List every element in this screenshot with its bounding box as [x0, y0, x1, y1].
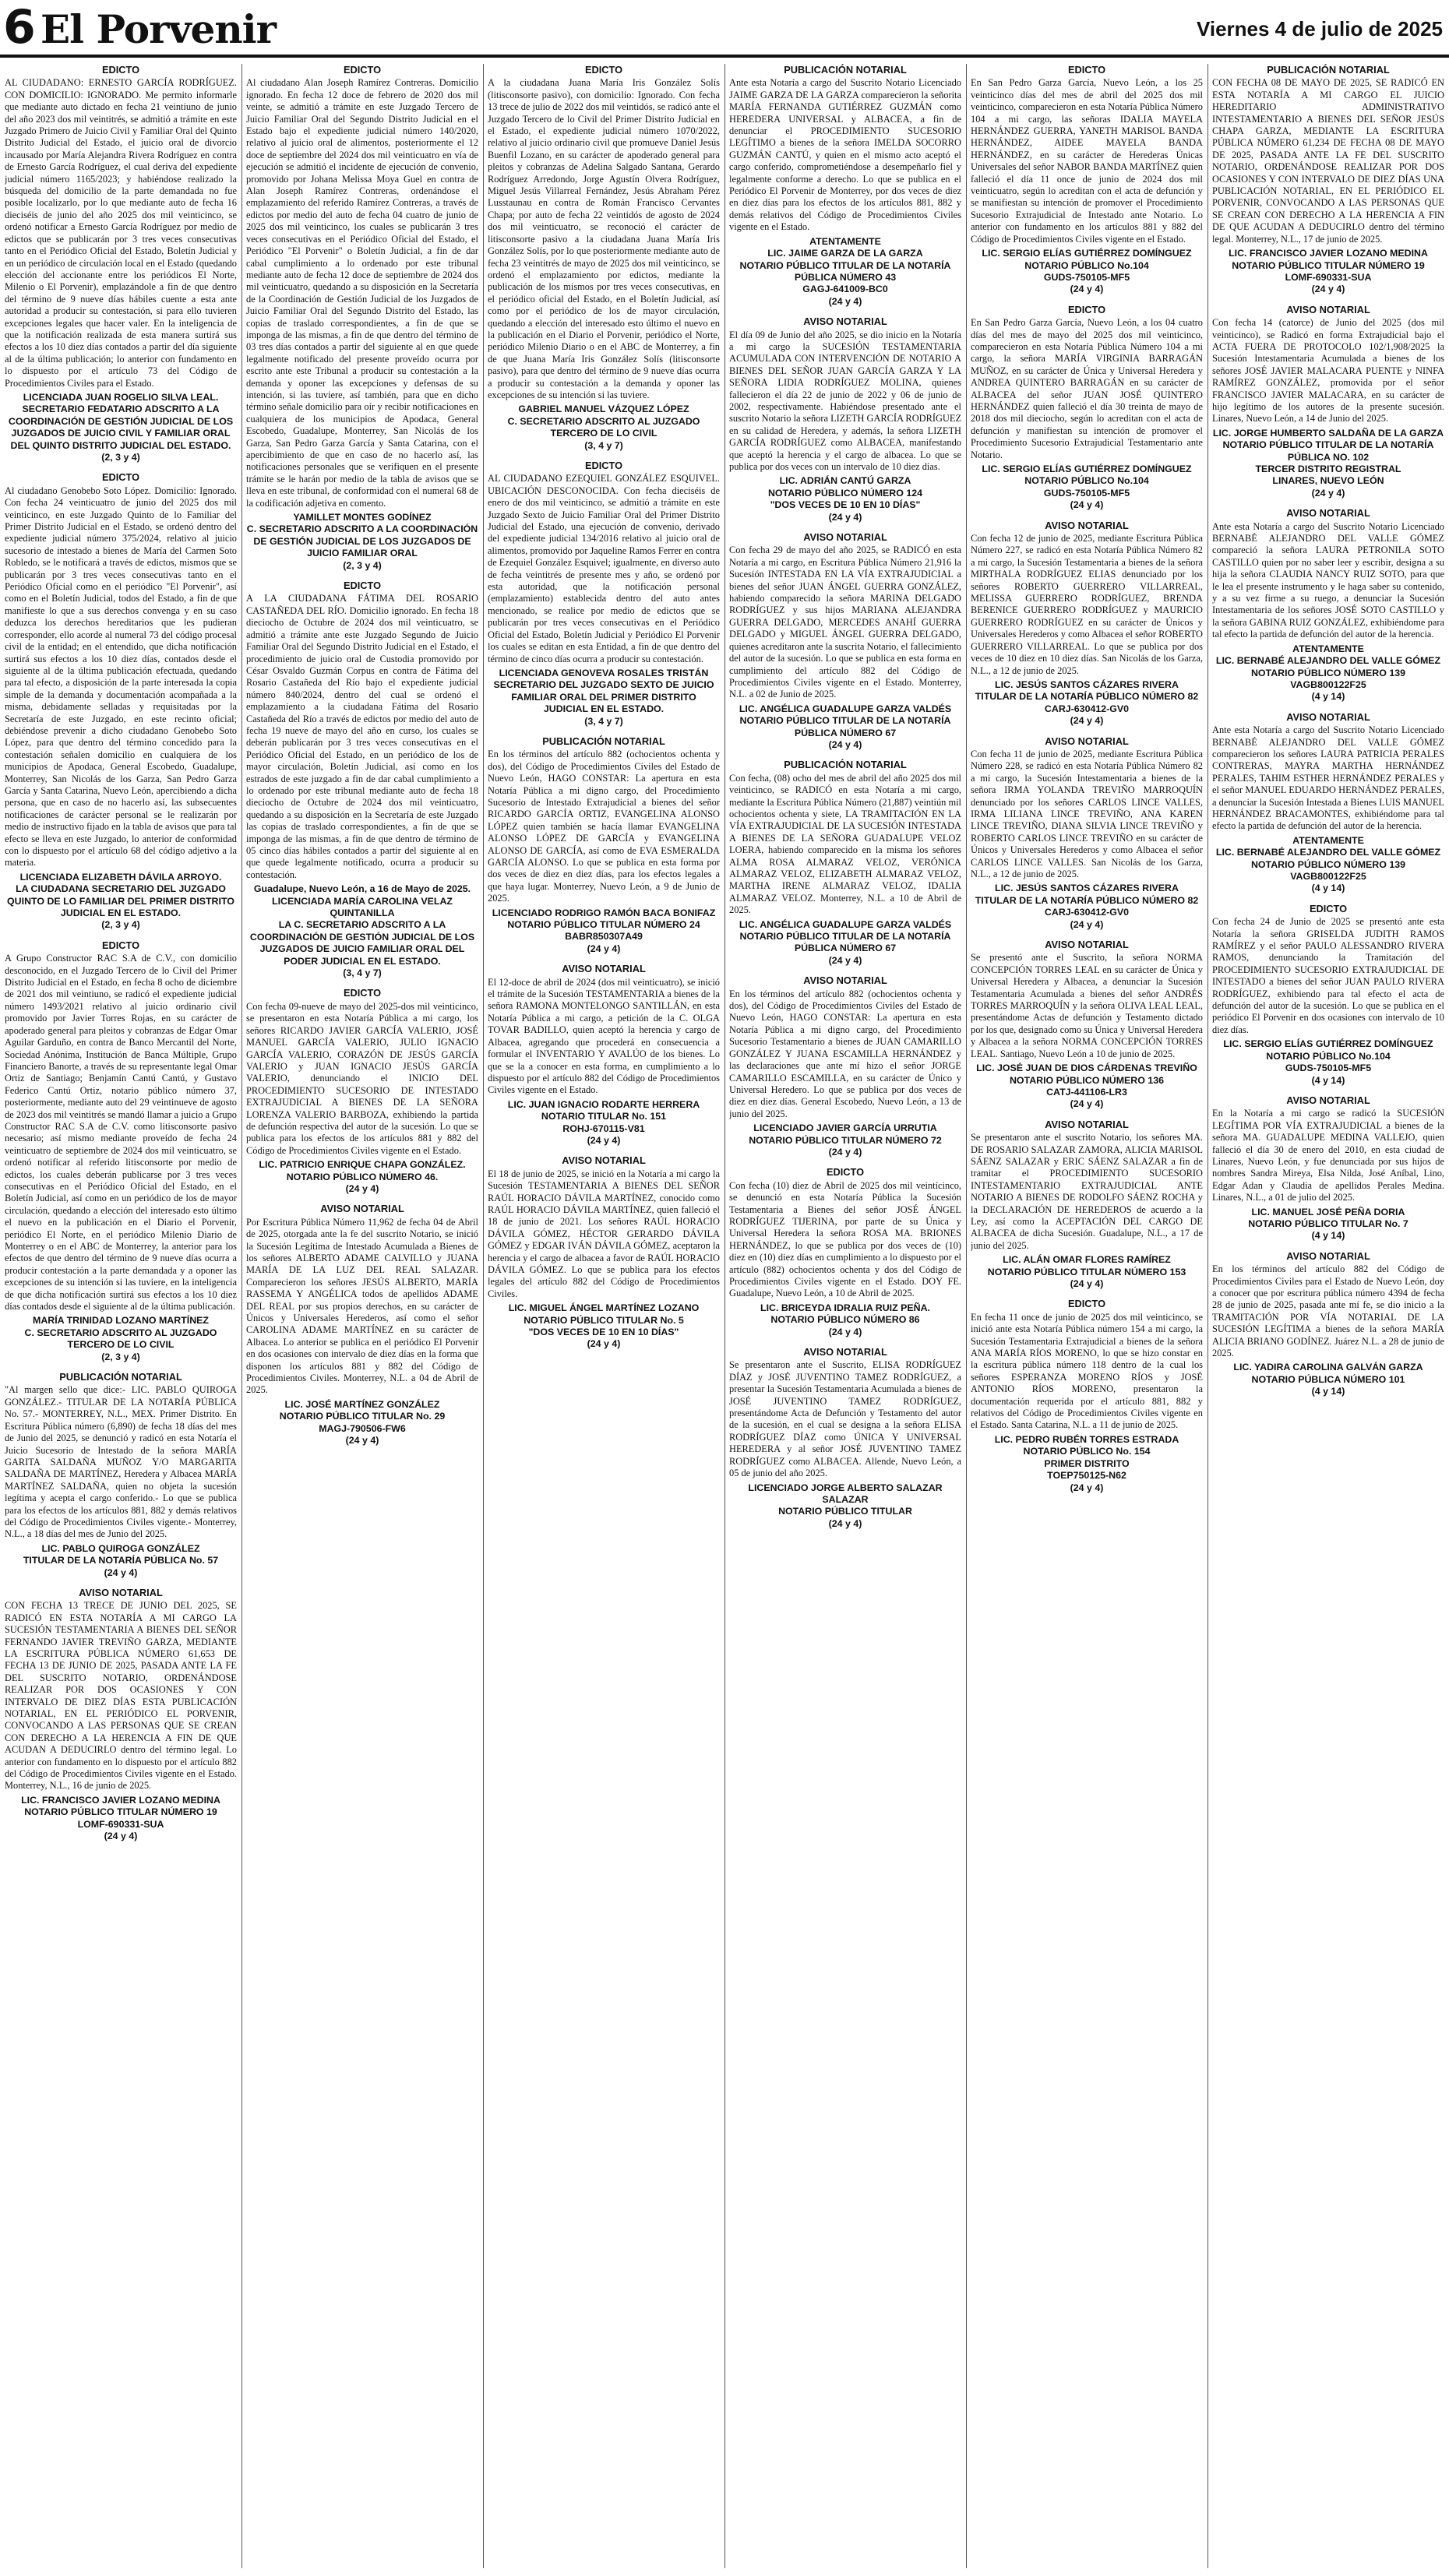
notice-title: AVISO NOTARIAL [1286, 710, 1370, 723]
legal-notice [729, 974, 961, 1158]
column-divider [966, 64, 967, 2568]
notice-body: Con fecha 12 de junio de 2025, mediante Escritura Pública Número 227, se radicó en esta Notaría Pública Número 82 a mi cargo, la Sucesión Testamentaria a bienes de la señora MIRTHALA RODRÍGUEZ ELIAS denunciado por los señores ROBERTO GUERRERO VILLARREAL, MELISSA GUERRERO RODRÍGUEZ, BRENDA BERENICE GUERRERO RODRÍGUEZ y MAURICIO GUERRERO RODRÍGUEZ en su carácter de Únicos y Universales Herederos y como Albacea el señor ROBERTO GUERRERO VILLARREAL. Lo que se publica por dos veces de 10 diez en 10 diez días. San Nicolás de los Garza, N.L., a 12 de junio de 2025. [971, 533, 1203, 676]
notice-body: Con fecha, (08) ocho del mes de abril del año 2025 dos mil veinticinco, se RADICÓ en esta Notaría a mi cargo, mediante la Escritura Pública Número (21,887) veintiún mil ochocientos ochenta y siete, LA TRAMITACIÓN EN LA VÍA EXTRAJUDICIAL DE LA SUCESIÓN INTESTADA A BIENES DE LA SEÑORA GUADALUPE VELOZ LOERA, habiendo comparecido en la misma los señores ALMA ROSA ALMARAZ VELOZ, VERÓNICA ALMARAZ VELOZ, ELIZABETH ALMARAZ VELOZ, MARTHA IRENE ALMARAZ VELOZ, IDALIA ALMARAZ VELOZ. Monterrey, N.L. a 10 de Abril de 2025. [729, 772, 961, 916]
notice-body: En fecha 11 once de junio de 2025 dos mil veinticinco, se inició ante esta Notaría Pública número 154 a mi cargo, la Sucesión Testamentaria Extrajudicial a bienes de la señora ANA MARÍA RÍOS MORENO, lo que se hizo constar en la escritura pública número 118 dentro de la cual los señores ESPERANZA MORENO RÍOS y JOSÉ ANTONIO RÍOS MORENO, presentaron la documentación requerida por el artículo 881, 882 y relativos del Código de Procedimientos Civiles vigente en el Estado. Santa Catarina, N.L. a 11 de junio de 2025. [971, 1311, 1203, 1431]
column-divider [483, 64, 484, 2568]
notice-body: CON FECHA 08 DE MAYO DE 2025, SE RADICÓ EN ESTA NOTARÍA A MI CARGO EL JUICIO HEREDITARIO ADMINISTRATIVO INTESTAMENTARIO A BIENES DEL SEÑOR JESÚS CHAPA GARZA, MEDIANTE LA ESCRITURA PÚBLICA NÚMERO 61,234 DE FECHA 08 DE MAYO DE 2025, PASADA ANTE LA FE DEL SUSCRITO NOTARIO, ORDENÁNDOSE REALIZAR POR DOS OCASIONES Y CON INTERVALO DE DIEZ DÍAS UNA PUBLICACIÓN NOTARIAL, EN EL PERIÓDICO EL PORVENIR, CONVOCANDO A LAS PERSONAS QUE SE CREAN CON DERECHO A LA HERENCIA A FIN DE QUE ACUDAN A DEDUCIRLO dentro del término legal. Monterrey, N.L., 17 de junio de 2025. [1212, 77, 1444, 245]
notice-body: Con fecha 11 de junio de 2025, mediante Escritura Pública Número 228, se radicó en esta Notaría Pública Número 82 a mi cargo, la Sucesión Intestamentaria a bienes de la señora IRMA YOLANDA TREVIÑO MARROQUÍN denunciado por los señores CARLOS LINCE VALLES, IRMA LILIANA LINCE TREVIÑO, ANA KAREN LINCE TREVIÑO, DIANA SILVIA LINCE TREVIÑO y ROBERTO CARLOS LINCE TREVIÑO en su carácter de Únicos y Universales Herederos y como Albacea el señor CARLOS LINCE VALLES. San Nicolás de los Garza, N.L., a 12 de junio de 2025. [971, 748, 1203, 879]
notice-signature: LIC. JORGE HUMBERTO SALDAÑA DE LA GARZA NOTARIO PÚBLICO TITULAR DE LA NOTARÍA PÚBLICA NO. 102 TERCER DISTRITO REGISTRAL LINARES, NUEVO LEÓN (24 y 4) [1212, 427, 1444, 499]
notice-body: AL CIUDADANO: ERNESTO GARCÍA RODRÍGUEZ. CON DOMICILIO: IGNORADO. Me permito informarle que mediante auto dictado en fecha 21 veintiuno de junio del año 2023 dos mil veintitrés, se admitió a trámite en este Juzgado Primero de Juicio Civil y Familiar Oral del Quinto Distrito Judicial del Estado, el juicio oral de divorcio incausado por María Alejandra Rivera Rodríguez en contra de Ernesto García Rodríguez, el cual deriva del expediente judicial número 1165/2023; y habiéndose realizado la búsqueda del domicilio de la parte demandada no fue posible localizarlo, por lo que mediante auto de fecha 16 dieciséis de junio del año 2025 dos mil veinticinco, se ordenó notificar a Ernesto García Rodríguez por medio de edictos que se publicarán por 3 tres veces consecutivas tanto en el Periódico Oficial del Estado, Boletín Judicial y en un periódico de circulación local en el Estado (quedando elección del accionante entre los periódicos El Norte, Milenio o El Porvenir), emplazándole a fin de que dentro del término de 9 nueve días hábiles cuente a esta ante autoridad a producir su contestación, si para ello tuvieren excepciones legales que hacer valer. En la inteligencia de que la notificación realizada de esta manera surtirá sus efectos a los 10 diez días contados a partir del día siguiente al de la última publicación; lo anterior con fundamento en lo dispuesto por el artículo 73 del Código de Procedimientos Civiles para el Estado. [5, 77, 237, 389]
notice-title: EDICTO [101, 64, 140, 76]
notice-title: EDICTO [1309, 902, 1348, 914]
masthead [0, 0, 1449, 58]
column-2 [246, 64, 478, 2568]
issue-date: Viernes 4 de julio de 2025 [1196, 17, 1443, 41]
notice-signature: ATENTAMENTE LIC. JAIME GARZA DE LA GARZA NOTARIO PÚBLICO TITULAR DE LA NOTARÍA PÚBLICA NÚMERO 43 GAGJ-641009-BC0 (24 y 4) [739, 235, 951, 307]
notice-title: AVISO NOTARIAL [803, 315, 887, 328]
notice-signature: LIC. BRICEYDA IDRALIA RUIZ PEÑA. NOTARIO PÚBLICO NÚMERO 86 (24 y 4) [760, 1302, 930, 1337]
legal-notice [1212, 1250, 1444, 1398]
notice-title: EDICTO [343, 64, 382, 76]
notice-signature: LIC. FRANCISCO JAVIER LOZANO MEDINA NOTARIO PÚBLICO TITULAR NÚMERO 19 LOMF-690331-SUA (24 y 4) [1229, 248, 1428, 295]
notice-title: EDICTO [343, 580, 382, 592]
notice-signature: LIC. PEDRO RUBÉN TORRES ESTRADA NOTARIO PÚBLICO No. 154 PRIMER DISTRITO TOEP750125-N62 (24 y 4) [994, 1433, 1179, 1493]
legal-notice [729, 1166, 961, 1338]
notice-signature: LIC. PATRICIO ENRIQUE CHAPA GONZÁLEZ. NOTARIO PÚBLICO NÚMERO 46. (24 y 4) [259, 1159, 466, 1194]
notice-title: AVISO NOTARIAL [803, 531, 887, 544]
legal-notice [488, 1154, 720, 1351]
notice-title: AVISO NOTARIAL [1286, 303, 1370, 315]
notice-signature: LIC. ADRIÁN CANTÚ GARZA NOTARIO PÚBLICO NÚMERO 124 "DOS VECES DE 10 EN 10 DÍAS" (24 y 4) [767, 475, 923, 523]
notice-title: EDICTO [1067, 1298, 1106, 1310]
legal-notice [971, 939, 1203, 1111]
column-6 [1212, 64, 1444, 2568]
legal-notice [729, 1346, 961, 1530]
notice-title: AVISO NOTARIAL [320, 1203, 404, 1215]
notice-title: AVISO NOTARIAL [79, 1586, 163, 1598]
notice-title: EDICTO [1067, 64, 1106, 76]
notice-body: A LA CIUDADANA FÁTIMA DEL ROSARIO CASTAÑEDA DEL RÍO. Domicilio ignorado. En fecha 18 dieciocho de Octubre de 2024 dos mil veinticuatro, se admitió a trámite ante este Juzgado Segundo de Juicio Familiar Oral del Segundo Distrito Judicial en el Estado, el procedimiento de juicio oral de Custodia promovido por César Osvaldo Guzmán Corpus en contra de Fátima del Rosario Castañeda del Río bajo el expediente judicial número 840/2024, dentro del cual se ordenó el emplazamiento a la ciudadana Fátima del Rosario Castañeda del Río a través de edictos por medio del auto de fecha 19 nueve de mayo del año en curso, los cuales se deberán publicarán por 3 tres veces consecutivas en el Periódico Oficial del Estado, en un periódico de los de mayor circulación, Boletín Judicial, así como en los estrados de este juzgado a fin de dar cabal cumplimiento a lo ordenado por este tribunal mediante auto de fecha 18 dieciocho de Octubre de 2024 dos mil veinticuatro, quedando a su disposición en la Secretaría de este Juzgado las copias de traslado correspondientes, a fin de que se imponga de las mismas, a fin de que dentro de término de 05 cinco días hábiles contados a partir del siguiente al en que quede legalmente notificado, ocurra a producir su contestación. [246, 593, 478, 880]
notice-body: "Al margen sello que dice:- LIC. PABLO QUIROGA GONZÁLEZ.- TITULAR DE LA NOTARÍA PÚBLICA No. 57.- MONTERREY, N.L., MEX. Primer Distrito. En Escritura Pública número (6,890) de fecha 18 días del mes de Junio del 2025, se denunció y radicó en esta Notaría el Juicio Sucesorio de Intestado de la señora MARÍA GARITA SALDAÑA MUÑOZ Y/O MARGARITA SALDAÑA DE MARTÍNEZ, Heredera y Albacea MARÍA MARTÍNEZ SALDAÑA, quien no objeta la sucesión legítima y acepta el cargo conferido.- Lo que se publica para los efectos de los artículos 881, 882 y demás relativos del Código de Procedimientos Civiles vigente.- Monterrey, N.L., a 18 días del mes de Junio del 2025. [5, 1384, 237, 1540]
notice-body: En San Pedro Garza García, Nuevo León, a los 25 veinticinco días del mes de abril del 2025 dos mil veinticinco, comparecieron en esta Notaría Pública Número 104 a mi cargo, las señoras IDALIA MAYELA HERNÁNDEZ GUERRA, YANETH MARISOL BANDA HERNÁNDEZ, AIDEE MAYELA BANDA HERNÁNDEZ, en su carácter de Herederas Únicas Universales del señor NABOR BANDA MARTÍNEZ quien falleció el día 11 once de junio de 2024 dos mil veinticuatro, según lo acreditan con el acta de defunción y se manifiestan su intención de promover el Procedimiento Sucesorio Extrajudicial de Intestado ante Notario. Lo anterior con fundamento en los artículos 881 y 882 del Código de Procedimientos Civiles vigente en el Estado. [971, 77, 1203, 245]
notice-body: Al ciudadano Alan Joseph Ramírez Contreras. Domicilio ignorado. En fecha 12 doce de febrero de 2020 dos mil veinte, se admitió a trámite en este Juzgado Tercero de Juicio Familiar Oral del Segundo Distrito Judicial en el Estado bajo el expediente judicial número 140/2020, relativo al juicio oral de alimentos, posteriormente el 12 doce de septiembre del 2024 dos mil veinticuatro en vía de ejecución se admitió el incidente de ejecución de convenio, promovido por Johana Melissa Moya Guel en contra de Alan Joseph Ramírez Contreras, ordenándose el emplazamiento del referido Ramírez Contreras, a través de edictos por medio del auto de fecha 04 cuatro de junio de 2025 dos mil veinticinco, los cuales se publicarán 3 tres veces consecutivas en el Periódico Oficial del Estado, el Periódico "El Porvenir" o Boletín Judicial, a fin de dar cabal cumplimiento a lo ordenado por este tribunal mediante auto de fecha 12 doce de septiembre de 2024 dos mil veinticuatro, quedando a su disposición en la Secretaría de la Coordinación de Gestión Judicial de los Juzgados de Juicio Familiar Oral del Segundo Distrito del Estado, las copias de traslado correspondientes, a fin de que se imponga de las mismas, a fin de que dentro del término de 03 tres días contados a partir del siguiente al en que quede legalmente notificado del presente proveído ocurra por escrito ante este Tribunal a producir su contestación a la demanda y oponer las excepciones y defensas de su intención, si las tuviere, así también, para que en dicho término señale domicilio para oír y recibir notificaciones en cualquiera de los municipios de Apodaca, General Escobedo, Guadalupe, Monterrey, San Nicolás de los Garza, San Pedro Garza García y Santa Catarina, con el apercibimiento de que en caso de no hacerlo así, las notificaciones personales que se verifiquen en el presente trámite se le harán por medio de la tabla de avisos que se lleva en este tribunal, de conformidad con el numeral 68 de la codificación adjetiva en comento. [246, 77, 478, 509]
legal-notice [246, 64, 478, 572]
legal-notice [1212, 304, 1444, 500]
notice-body: Ante esta Notaría a cargo del Suscrito Notario Licenciado BERNABÉ ALEJANDRO DEL VALLE GÓMEZ compareció la señora LAURA PETRONILA SOTO CASTILLO quien por no saber leer y escribir, designa a su hija la señora CLAUDIA NANCY RUIZ SOTO, para que le lea el presente instrumento y le haga saber su contenido, y a su vez firme a su ruego, a denunciar la Sucesión Intestamentaria de los señores JOSÉ SOTO CASTILLO y la señora GABINA RUIZ GONZÁLEZ, exhibiéndome para tal efecto la partida de defunción del autor de la herencia. [1212, 520, 1444, 640]
legal-notice [5, 471, 237, 931]
notice-title: EDICTO [584, 64, 623, 76]
notice-body: En San Pedro Garza García, Nuevo León, a los 04 cuatro días del mes de mayo del 2025 dos mil veinticinco, comparecieron en esta Notaría Pública Número 104 a mi cargo, la señora MARÍA VIRGINIA BARRAGÁN MUÑOZ, en su carácter de Única y Universal Heredera y ANDREA QUINTERO BARRAGÁN en su carácter de ALBACEA del señor JUAN JOSÉ QUINTERO HERNÁNDEZ quien falleció el día 30 treinta de mayo de 2018 dos mil dieciocho, según lo acreditan con el acta de defunción y manifiestan su intención de promover el Procedimiento Sucesorio Extrajudicial Testamentario ante Notario. [971, 317, 1203, 460]
legal-notice [971, 735, 1203, 932]
legal-notice [5, 1371, 237, 1579]
column-5 [971, 64, 1203, 2568]
notice-body: El día 09 de Junio del año 2025, se dio inicio en la Notaría a mi cargo la SUCESIÓN TESTAMENTARIA ACUMULADA CON INTERVENCIÓN DE NOTARIO A BIENES DEL SEÑOR JUAN GARCÍA GARZA Y LA SEÑORA LIDIA RODRÍGUEZ MOLINA, quienes fallecieron el día 22 de junio de 2022 y 06 de junio de 2002, respectivamente. Habiéndose presentado ante el suscrito Notario la señora LIZETH GARCÍA RODRÍGUEZ en su calidad de Heredera, y además, la señora LIZETH GARCÍA RODRÍGUEZ como ALBACEA, manifestando que aceptó la herencia y el cargo de albacea. Lo que se publica por dos veces con un intervalo de 10 diez días. [729, 329, 961, 472]
notice-signature: LIC. ALÁN OMAR FLORES RAMÍREZ NOTARIO PÚBLICO TITULAR NÚMERO 153 (24 y 4) [987, 1254, 1186, 1289]
notice-body: Se presentó ante el Suscrito, la señora NORMA CONCEPCIÓN TORRES LEAL en su carácter de Única y Universal Heredera y Albacea, a denunciar la Sucesión Testamentaria Acumulada a bienes del señor ANDRÉS TORRES MARROQUÍN y la señora OLIVA LEAL LEAL, presentándome Actas de defunción y Testamento dictado por los que, designado como su Única y Universal Heredera y Albacea a la señora NORMA CONCEPCIÓN TORRES LEAL. Santiago, Nuevo León a 10 de junio de 2025. [971, 952, 1203, 1059]
legal-notice [488, 64, 720, 452]
notice-title: AVISO NOTARIAL [1045, 1118, 1129, 1130]
column-divider [724, 64, 725, 2568]
notice-body: El 12-doce de abril de 2024 (dos mil veinticuatro), se inició el trámite de la Sucesión TESTAMENTARIA a bienes de la señora RAMONA MONTELONGO SANTILLÁN, en esta Notaría Pública a mi cargo, a petición de la C. OLGA TOVAR BADILLO, quien aceptó la herencia y cargo de Albacea, agregando que procederá en consecuencia a formular el INVENTARIO Y AVALÚO de los bienes. Lo que se la a conocer en esta forma, en cumplimiento a lo dispuesto por el artículo 882 del Código de Procedimientos Civiles vigente en el Estado. [488, 976, 720, 1096]
notice-title: AVISO NOTARIAL [1045, 939, 1129, 951]
notice-signature: YAMILLET MONTES GODÍNEZ C. SECRETARIO ADSCRITO A LA COORDINACIÓN DE GESTIÓN JUDICIAL DE LOS JUZGADOS DE JUICIO FAMILIAR ORAL (2, 3 y 4) [246, 512, 478, 571]
notice-signature: LICENCIADO JAVIER GARCÍA URRUTIA NOTARIO PÚBLICO TITULAR NÚMERO 72 (24 y 4) [749, 1122, 942, 1158]
legal-notice [488, 963, 720, 1147]
notice-signature: LIC. YADIRA CAROLINA GALVÁN GARZA NOTARIO PÚBLICA NÚMERO 101 (4 y 14) [1233, 1362, 1423, 1397]
notice-title: AVISO NOTARIAL [562, 963, 646, 975]
column-3 [488, 64, 720, 2568]
notice-title: AVISO NOTARIAL [803, 974, 887, 987]
notice-signature: LIC. PABLO QUIROGA GONZÁLEZ TITULAR DE LA NOTARÍA PÚBLICA No. 57 (24 y 4) [23, 1542, 219, 1578]
notice-signature: LIC. ANGÉLICA GUADALUPE GARZA VALDÉS NOTARIO PÚBLICO TITULAR DE LA NOTARÍA PÚBLICA NÚMERO 67 (24 y 4) [739, 703, 952, 750]
notice-signature: LIC. JESÚS SANTOS CÁZARES RIVERA TITULAR DE LA NOTARÍA PÚBLICO NÚMERO 82 CARJ-630412-GV0 (24 y 4) [975, 678, 1199, 727]
newspaper-logo: El Porvenir [41, 6, 277, 52]
notice-title: EDICTO [1067, 303, 1106, 315]
notice-body: Ante esta Notaría a cargo del Suscrito Notario Licenciado BERNABÉ ALEJANDRO DEL VALLE GÓMEZ comparecieron los señores LAURA PATRICIA PERALES CONTRERAS, MAYRA MARTHA HERNÁNDEZ PERALES, TAHIM ESTHER HERNÁNDEZ PERALES y el señor MANUEL EDUARDO HERNÁNDEZ PERALES, a denunciar la Sucesión Intestada a Bienes LUIS MANUEL HERNÁNDEZ BRACAMONTES, exhibiéndome para tal efecto la partida de defunción del autor de la herencia. [1212, 724, 1444, 832]
page-number: 6 [3, 0, 36, 55]
notice-signature: LICENCIADA GENOVEVA ROSALES TRISTÁN SECRETARIO DEL JUZGADO SEXTO DE JUICIO FAMILIAR ORAL DEL PRIMER DISTRITO JUDICIAL EN EL ESTADO. (3, 4 y 7) [493, 667, 714, 727]
notice-signature: LICENCIADA JUAN ROGELIO SILVA LEAL. SECRETARIO FEDATARIO ADSCRITO A LA COORDINACIÓN DE GESTIÓN JUDICIAL DE LOS JUZGADOS DE JUICIO CIVIL Y FAMILIAR ORAL DEL QUINTO DISTRITO JUDICIAL DEL ESTADO. (2, 3 y 4) [8, 391, 234, 463]
legal-notice [1212, 711, 1444, 895]
column-4 [729, 64, 961, 2568]
notice-body: En la Notaría a mi cargo se radicó la SUCESIÓN LEGÍTIMA POR VÍA EXTRAJUDICIAL a bienes de la señora MA. GUADALUPE MEDINA VALLEJO, quien falleció el día 30 de enero del 2010, en esta ciudad de Linares, Nuevo León, y fue denunciada por sus hijos de nombres Sandra Mireya, Elsa Nilda, José Aníbal, Lino, Edgar Adan y Claudia de apellidos Perales Medina. Linares, N.L., a 01 de julio del 2025. [1212, 1108, 1444, 1203]
notice-signature: LICENCIADO JORGE ALBERTO SALAZAR SALAZAR NOTARIO PÚBLICO TITULAR (24 y 4) [748, 1482, 943, 1529]
legal-notice [971, 64, 1203, 296]
legal-notice [971, 520, 1203, 728]
notice-signature: Guadalupe, Nuevo León, a 16 de Mayo de 2025. LICENCIADA MARÍA CAROLINA VELAZ QUINTANILLA LA C. SECRETARIO ADSCRITO A LA COORDINACIÓN DE GESTIÓN JUDICIAL DE LOS JUZGADOS DE JUICIO FAMILIAR ORAL DEL PODER JUDICIAL EN EL ESTADO. (3, 4 y 7) [249, 883, 475, 979]
notice-title: AVISO NOTARIAL [1045, 519, 1129, 531]
notice-title: PUBLICACIÓN NOTARIAL [59, 1371, 182, 1383]
notice-body: Por Escritura Pública Número 11,962 de fecha 04 de Abril de 2025, otorgada ante la fe del suscrito Notario, se inició la Sucesión Legítima de Intestado Acumulada a Bienes de los señores ALBERTO ADAME CALVILLO y JUANA MARÍA DE LA LUZ DEL REAL SALAZAR. Comparecieron los señores JESÚS ALBERTO, MARÍA RASSEMA Y ANGÉLICA todos de apellidos ADAME DEL REAL por sus propios derechos, en su carácter de Únicos y Universales Herederos, así como el señor CAROLINA ADAME MARTÍNEZ en su carácter de Albacea. Lo anterior se publica en el periódico El Porvenir en dos ocasiones con intervalo de diez días en la forma que disponen los artículos 881 y 882 del Código de Procedimientos Civiles. Monterrey, N.L. a 04 de Abril de 2025. [246, 1216, 478, 1396]
legal-notice [729, 531, 961, 751]
legal-notice [1212, 1094, 1444, 1242]
notice-signature: MARÍA TRINIDAD LOZANO MARTÍNEZ C. SECRETARIO ADSCRITO AL JUZGADO TERCERO DE LO CIVIL (2, 3 y 4) [24, 1315, 217, 1362]
notice-body: En los términos del artículo 882 (ochocientos ochenta y dos), del Código de Procedimientos Civiles del Estado de Nuevo León, HAGO CONSTAR: La apertura en esta Notaría Pública a mi digno cargo, del Procedimiento Sucesorio de Intestado Extrajudicial a bienes del señor RICARDO GARCÍA ORTIZ, EVANGELINA ALONSO LÓPEZ quien también se hacía llamar EVANGELINA ALONSO LÓPEZ DE GARCÍA y EVANGELINA ALONSO DE GARCÍA, así como de EVA ESMERALDA GARCÍA ALONSO. Lo que se publica en esta forma por dos veces de diez en diez días, para los efectos legales a que haya lugar. Monterrey, Nuevo León, a 9 de Junio de 2025. [488, 749, 720, 904]
legal-notice [971, 1119, 1203, 1291]
notice-body: Se presentaron ante el Suscrito, ELISA RODRÍGUEZ DÍAZ y JOSÉ JUVENTINO TAMEZ RODRÍGUEZ, a presentar la Sucesión Testamentaria Acumulada a bienes de JOSÉ JUVENTINO TAMEZ RODRÍGUEZ, presentándome Acta de Defunción y Testamento del autor de la sucesión, en el cual se designa a la señora ELISA RODRÍGUEZ DÍAZ como ÚNICA Y UNIVERSAL HEREDERA y al señor JOSÉ JUVENTINO TAMEZ RODRÍGUEZ como ALBACEA. Allende, Nuevo León, a 05 de junio del año 2025. [729, 1359, 961, 1479]
notice-body: En los términos del artículo 882 del Código de Procedimientos Civiles para el Estado de Nuevo León, doy a conocer que por escritura pública número 4394 de fecha 28 de junio de 2025, pasada ante mí fe, se dio inicio a la TRAMITACIÓN POR VÍA NOTARIAL DE LA SUCESIÓN LEGÍTIMA a bienes de la señora MARÍA ALICIA BRIANO GODÍNEZ. Juárez N.L. a 28 de junio de 2025. [1212, 1263, 1444, 1359]
notice-title: EDICTO [826, 1166, 865, 1179]
legal-notice [971, 304, 1203, 512]
legal-notice [488, 735, 720, 955]
notice-title: AVISO NOTARIAL [1286, 507, 1370, 520]
notice-title: EDICTO [101, 939, 140, 951]
notice-title: AVISO NOTARIAL [1045, 735, 1129, 747]
notice-title: EDICTO [343, 987, 382, 999]
notice-body: En los términos del artículo 882 (ochocientos ochenta y dos), del Código de Procedimientos Civiles del Estado de Nuevo León, HAGO CONSTAR: La apertura en esta Notaría Pública a mi digno cargo, del Procedimiento Sucesorio Testamentario a bienes de JUAN CAMARILLO GONZÁLEZ Y JUANA ESCAMILLA HERNÁNDEZ y las declaraciones que ante mí hizo el señor JORGE CAMARILLO ESCAMILLA, en su carácter de Único y Universal Heredero. Lo que se publica por dos veces de diez en diez días. General Escobedo, Nuevo León, a 13 de junio del 2025. [729, 988, 961, 1119]
legal-notice [729, 759, 961, 967]
notice-signature: LIC. SERGIO ELÍAS GUTIÉRREZ DOMÍNGUEZ NOTARIO PÚBLICO No.104 GUDS-750105-MF5 (24 y 4) [982, 248, 1192, 295]
legal-notice [1212, 64, 1444, 296]
notice-title: AVISO NOTARIAL [562, 1154, 646, 1167]
notice-body: El 18 de junio de 2025, se inició en la Notaría a mi cargo la Sucesión TESTAMENTARIA A BIENES DEL SEÑOR RAÚL HORACIO DÁVILA MARTÍNEZ, conocido como RAÚL HORACIO DÁVILA MARTÍNEZ, quien falleció el 18 de junio de 2021. Los señores RAÚL HORACIO DÁVILA GÓMEZ, HÉCTOR GERARDO DÁVILA GÓMEZ y EDGAR IVÁN DÁVILA GÓMEZ, aceptaron la herencia y el cargo de albacea a favor de RAÚL HORACIO DÁVILA GÓMEZ. Lo que se publica para los efectos legales del artículo 882 del Código de Procedimientos Civiles. [488, 1168, 720, 1299]
legal-notice [971, 1298, 1203, 1494]
notice-title: EDICTO [101, 471, 140, 484]
notice-title: PUBLICACIÓN NOTARIAL [784, 759, 907, 771]
notice-body: AL CIUDADANO EZEQUIEL GONZÁLEZ ESQUIVEL. UBICACIÓN DESCONOCIDA. Con fecha dieciséis de enero de dos mil veinticinco, se admitió a trámite en este Juzgado Sexto de Juicio Familiar Oral del Primer Distrito Judicial del Estado, una ejecución de convenio, derivado del expediente judicial 134/2016 relativo al juicio oral de alimentos, promovido por Jaqueline Ramos Ferrer en contra de Ezequiel González Esquivel; igualmente, en diverso auto de fecha veintitrés de presente mes y año, se ordenó por esta autoridad, que la notificación personal (emplazamiento) establecida dentro del auto antes mencionado, se realice por medio de edictos que se publicarán por tres veces consecutivas en el Periódico Oficial del Estado, Boletín Judicial y Periódico El Porvenir los cuales se editan en esta Entidad, a fin de que dentro del término de cinco días ocurra a producir su contestación. [488, 473, 720, 664]
legal-notice [5, 939, 237, 1363]
notice-title: PUBLICACIÓN NOTARIAL [1267, 64, 1390, 76]
notice-signature: LIC. MIGUEL ÁNGEL MARTÍNEZ LOZANO NOTARIO PÚBLICO TITULAR No. 5 "DOS VECES DE 10 EN 10 DÍAS" (24 y 4) [508, 1302, 700, 1350]
notice-signature: LIC. JESÚS SANTOS CÁZARES RIVERA TITULAR DE LA NOTARÍA PÚBLICO NÚMERO 82 CARJ-630412-GV0 (24 y 4) [975, 883, 1199, 930]
notice-signature: LIC. JUAN IGNACIO RODARTE HERRERA NOTARIO TITULAR No. 151 ROHJ-670115-V81 (24 y 4) [507, 1098, 700, 1146]
notice-body: Con fecha 24 de Junio de 2025 se presentó ante esta Notaría la señora GRISELDA JUDITH RAMOS RAMÍREZ y el señor PAULO ALESSANDRO RIVERA RAMOS, denunciando la Tramitación del PROCEDIMIENTO SUCESORIO EXTRAJUDICIAL DE INTESTADO a bienes del señor JUAN PAULO RIVERA RODRÍGUEZ, exhibiendo para tal efecto el acta de defunción del autor de la sucesión. Lo que se publica en el periódico El Porvenir en dos ocasiones con intervalo de 10 diez días. [1212, 916, 1444, 1035]
notice-body: Con fecha 14 (catorce) de Junio del 2025 (dos mil veinticinco), se Radicó en forma Extrajudicial bajo el ACTA FUERA DE PROTOCOLO 102/1,908/2025 la Sucesión Intestamentaria Acumulada a bienes de los señores JOSÉ JAVIER MALACARA PUENTE y NINFA RAMÍREZ GONZÁLEZ, promovida por el señor FRANCISCO JAVIER MALACARA, en su carácter de hijo legítimo de los autores de la presente sucesión. Linares, Nuevo León, a 14 de Junio del 2025. [1212, 317, 1444, 425]
legal-notice [729, 64, 961, 308]
notice-title: AVISO NOTARIAL [1286, 1249, 1370, 1262]
column-1 [5, 64, 237, 2568]
legal-notice [1212, 903, 1444, 1087]
notice-signature: LIC. ANGÉLICA GUADALUPE GARZA VALDÉS NOTARIO PÚBLICO TITULAR DE LA NOTARÍA PÚBLICA NÚMERO 67 (24 y 4) [739, 918, 952, 966]
legal-notice [729, 315, 961, 523]
legal-notice [5, 64, 237, 463]
notice-signature: LICENCIADA ELIZABETH DÁVILA ARROYO. LA CIUDADANA SECRETARIO DEL JUZGADO QUINTO DE LO FAMILIAR DEL PRIMER DISTRITO JUDICIAL EN EL ESTADO. (2, 3 y 4) [7, 871, 234, 931]
legal-notice [5, 1587, 237, 1843]
notice-signature: LIC. MANUEL JOSÉ PEÑA DORIA NOTARIO PÚBLICO TITULAR No. 7 (4 y 14) [1248, 1206, 1408, 1242]
legal-notice [246, 1203, 478, 1447]
notice-title: EDICTO [584, 460, 623, 471]
notice-signature: LICENCIADO RODRIGO RAMÓN BACA BONIFAZ NOTARIO PÚBLICO TITULAR NÚMERO 24 BABR850307A49 (24 y 4) [492, 907, 716, 954]
notice-title: AVISO NOTARIAL [803, 1346, 887, 1358]
notice-title: PUBLICACIÓN NOTARIAL [784, 64, 907, 76]
notice-title: PUBLICACIÓN NOTARIAL [542, 735, 665, 747]
notice-title: AVISO NOTARIAL [1286, 1094, 1370, 1106]
notice-body: Al ciudadano Genobebo Soto López. Domicilio: Ignorado. Con fecha 24 veinticuatro de junio del 2025 dos mil veinticinco, en este Juzgado Quinto de lo Familiar del Primer Distrito Judicial en el Estado, se ordenó dentro del expediente judicial número 375/2024, relativo al juicio sucesorio de intestado a bienes de María del Carmen Soto Robledo, se le notificará a través de edictos, mismos que se publicarán por 3 tres veces consecutivas tanto en el Periódico Oficial como en el periódico "El Porvenir", así como en el Boletín Judicial, todos del Estado, a fin de que manifieste lo que a sus derechos convenga y en su caso deduzca los derechos hereditarios que les pudieran corresponder, ello acorde al numeral 73 del código procesal civil de la entidad; en el entendido, que dicha notificación surtirá sus efectos a los 10 diez días, contados desde el siguiente al de la última publicación efectuada, quedando para tal efecto, a disposición de la parte interesada la copia simple de la demanda y documentación acompañada a la misma, debidamente selladas y requisitadas por la Secretaría de este Juzgado, en este recinto oficial; debiéndose prevenir a dicho ciudadano Genobebo Soto López, para que dentro del término concedido para la contestación señalen domicilio en cualquiera de los municipios de Apodaca, General Escobedo, Guadalupe, Monterrey, San Nicolás de los Garza, San Pedro Garza García y Santa Catarina, Nuevo León, apercibiendo a dicha persona, que en caso de no hacerlo así, las subsecuentes notificaciones de carácter personal se le realizarán por medio de instructivo fijado en la tabla de avisos que para tal efecto se lleva en este Juzgado, lo anterior de conformidad con lo dispuesto por el artículo 68 del código adjetivo a la materia. [5, 485, 237, 869]
notice-body: Con fecha (10) diez de Abril de 2025 dos mil veintícinco, se denunció en esta Notaría Pública la Sucesión Testamentaria a Bienes del señor JOSÉ ÁNGEL RODRÍGUEZ TIJERINA, por parte de su Única y Universal Heredera la señora ROSA MA. BRIONES HERNÁNDEZ, lo que se publica por dos veces de (10) diez en (10) diez días en cumplimiento a lo dispuesto por el artículo (882) ochocientos ochenta y dos del Código de Procedimientos Civiles vigente en el Estado. DOY FE. Guadalupe, Nuevo León, a 10 de Abril de 2025. [729, 1179, 961, 1299]
notice-signature: LIC. SERGIO ELÍAS GUTIÉRREZ DOMÍNGUEZ NOTARIO PÚBLICO No.104 GUDS-750105-MF5 (24 y 4) [982, 463, 1192, 511]
legal-notice [246, 987, 478, 1195]
legal-notice [488, 460, 720, 728]
header-rule [0, 55, 1449, 58]
notice-signature: ATENTAMENTE LIC. BERNABÉ ALEJANDRO DEL VALLE GÓMEZ NOTARIO PÚBLICO NÚMERO 139 VAGB800122F25 (4 y 14) [1215, 834, 1441, 894]
legal-notice [246, 580, 478, 979]
notice-signature: GABRIEL MANUEL VÁZQUEZ LÓPEZ C. SECRETARIO ADSCRITO AL JUZGADO TERCERO DE LO CIVIL (3, 4 y 7) [507, 403, 700, 451]
notice-body: Se presentaron ante el suscrito Notario, los señores MA. DE ROSARIO SALAZAR ZAMORA, ALICIA MARISOL SÁENZ SALAZAR y ERIC SÁENZ SALAZAR a fin de tramitar el PROCEDIMIENTO SUCESORIO INTESTAMENTARIO EXTRAJUDICIAL ANTE NOTARIO A BIENES DE RODOLFO SÁENZ ROCHA y la DECLARACIÓN DE HEREDEROS de acuerdo a la Ley, así como la ACEPTACIÓN DEL CARGO DE ALBACEA de dicha Sucesión. Guadalupe, N.L., a 17 de junio del 2025. [971, 1132, 1203, 1251]
notice-signature: LIC. SERGIO ELÍAS GUTIÉRREZ DOMÍNGUEZ NOTARIO PÚBLICO No.104 GUDS-750105-MF5 (4 y 14) [1223, 1038, 1433, 1086]
notice-signature: ATENTAMENTE LIC. BERNABÉ ALEJANDRO DEL VALLE GÓMEZ NOTARIO PÚBLICO NÚMERO 139 VAGB800122F25 (4 y 14) [1215, 643, 1441, 703]
notice-signature: LIC. JOSÉ MARTÍNEZ GONZÁLEZ NOTARIO PÚBLICO TITULAR No. 29 MAGJ-790506-FW6 (24 y 4) [279, 1398, 446, 1447]
notice-body: Ante esta Notaría a cargo del Suscrito Notario Licenciado JAIME GARZA DE LA GARZA comparecieron la señorita MARÍA FERNANDA GUTIÉRREZ GUZMÁN como HEREDERA UNIVERSAL y ALBACEA, a fin de denunciar el PROCEDIMIENTO SUCESORIO LEGÍTIMO a bienes de la señora IMELDA SOCORRO GUZMÁN CANTÚ, y quien en el mismo acto aceptó el cargo conferido, comprometiéndose a desempeñarlo fiel y legalmente conforme a derecho. Lo que se publica en el Periódico El Porvenir de Monterrey, por dos veces de diez en diez días para los efectos de los artículos 881, 882 y demás relativos del Código de Procedimientos Civiles vigente en el Estado. [729, 77, 961, 233]
notice-signature: LIC. JOSÉ JUAN DE DIOS CÁRDENAS TREVIÑO NOTARIO PÚBLICO NÚMERO 136 CATJ-441106-LR3 (24 y 4) [976, 1062, 1197, 1110]
notice-body: Con fecha 29 de mayo del año 2025, se RADICÓ en esta Notaría a mi cargo, en Escritura Pública Número 21,916 la Sucesión INTESTADA EN LA VÍA EXTRAJUDICIAL a bienes del señor JUAN ÁNGEL GUERRA GONZÁLEZ, habiendo comparecido la señora MARINA DELGADO RODRÍGUEZ y sus hijos MARIANA ALEJANDRA GUERRA DELGADO, MERCEDES ANAHÍ GUERRA DELGADO y MIGUEL ÁNGEL GUERRA DELGADO, quienes acreditaron ante la suscrita Notario, el fallecimiento del autor de la sucesión. Lo que se publica en esta forma en cumplimiento del artículo 882 del Código de Procedimientos Civiles vigente en el Estado. Monterrey, N.L. a 02 de Junio de 2025. [729, 544, 961, 700]
notice-signature: LIC. FRANCISCO JAVIER LOZANO MEDINA NOTARIO PÚBLICO TITULAR NÚMERO 19 LOMF-690331-SUA (24 y 4) [21, 1794, 220, 1842]
legal-notice [1212, 507, 1444, 703]
notice-body: A la ciudadana Juana María Iris González Solís (litisconsorte pasivo), con domicilio: Ignorado. Con fecha 13 trece de julio de 2022 dos mil veintidós, se radicó ante el Juzgado Tercero de lo Civil del Primer Distrito Judicial en el Estado, el expediente judicial número 1070/2022, relativo al juicio ordinario civil que promueve Daniel Jesús Buenfil Lozano, en su carácter de apoderado general para pleitos y cobranzas de Adelina Salgado Santana, Gerardo Rodríguez Arredondo, Jorge Agustín Olvera Rodríguez, Miguel Jesús Villarreal Fernández, Jesús Abraham Pérez Lusstaunau en contra de Román Francisco Cervantes Chapa; por auto de fecha 22 veintidós de agosto de 2024 dos mil veinticuatro, se reconoció el carácter de litisconsorte pasivo a la ciudadana Juana María Iris González Solís, por lo que posteriormente mediante auto de fecha 23 veintitrés de mayo de 2025 dos mil veinticinco, se ordenó el emplazamiento por edictos, mediante la publicación de los mismos por tres veces consecutivas, en el periódico oficial del Estado, en el Boletín Judicial, así como por el periódico de los de mayor circulación, quedando a elección del interesado esto último el nuevo en la publicación en el Diario el Porvenir, periódico el Norte, periódico Milenio Diario o en el ABC de Monterrey, a fin de que Juana María Iris González Solís (litisconsorte pasivo), para que dentro del término de 9 nueve días ocurra a producir su contestación a la demanda y oponer las excepciones de su intención si las tuviere. [488, 77, 720, 400]
notice-body: A Grupo Constructor RAC S.A de C.V., con domicilio desconocido, en el Juzgado Tercero de lo Civil del Primer Distrito Judicial en el Estado, en fecha 8 ocho de diciembre de 2021 dos mil veintiuno, se radicó el expediente judicial número 1493/2021 relativo al juicio ordinario civil promovido por Javier Torres Rojas, en su carácter de apoderado general para pleitos y cobranzas de Edgar Omar Aguilar Garduño, en contra de Banco Mercantil del Norte, Sociedad Anónima, Institución de Banca Múltiple, Grupo Financiero Banorte, a través de su representante legal Omar Ortiz de Santiago; Benjamín Cantú Cantú, y Gustavo Federico Cantú Ortiz, notario público número 37, posteriormente, mediante auto del 29 veintinueve de agosto de 2023 dos mil veintitrés se mandó llamar a juicio a Grupo Constructor RAC S.A de C.V. como litisconsorte pasivo necesario; así mismo mediante proveído de fecha 24 veinticuatro de septiembre de 2024 dos mil veinticuatro, se ordenó notificar al referido litisconsorte por medio de edictos, los cuales deberán publicarse por 3 tres veces consecutivas en el Periódico Oficial del Estado, en el Boletín Judicial, así como en un periódico de los de mayor circulación, quedando a elección del interesado esto último el nuevo en la publicación en el Diario el Porvenir, periódico El Norte, en el periódico Milenio Diario de Monterrey o en el ABC de Monterrey, la anterior para los efectos de que dentro del término de 9 nueve días ocurra a producir contestación a la parte demandada y a oponer las excepciones de su intención si las tuviere, en la inteligencia de que dicha notificación surtirá sus efectos a los 10 diez días contados desde el siguiente al de la última publicación. [5, 953, 237, 1313]
notice-body: Con fecha 09-nueve de mayo del 2025-dos mil veinticinco, se presentaron en esta Notaría Pública a mi cargo, los señores RICARDO JAVIER GARCÍA VALERIO, JOSÉ MANUEL GARCÍA VALERIO, JULIO IGNACIO GARCÍA VALERIO, CORAZÓN DE JESÚS GARCÍA VALERIO y JUAN IGNACIO JESÚS GARCÍA VALERIO, denunciando el INICIO DEL PROCEDIMIENTO SUCESORIO DE INTESTADO EXTRAJUDICIAL A BIENES DE LA SEÑORA LORENZA VALERIO BARBOZA, exhibiendo la partida de defunción respectiva del autor de la sucesión. Lo que se publica para los efectos de los artículos 881 y 882 del Código de Procedimientos Civiles vigente en el Estado. [246, 1000, 478, 1156]
notice-body: CON FECHA 13 TRECE DE JUNIO DEL 2025, SE RADICÓ EN ESTA NOTARÍA A MI CARGO LA SUCESIÓN TESTAMENTARIA A BIENES DEL SEÑOR FERNANDO JAVIER TREVIÑO GARZA, MEDIANTE LA ESCRITURA PÚBLICA NÚMERO 61,653 DE FECHA 13 DE JUNIO DE 2025, PASADA ANTE LA FE DEL SUSCRITO NOTARIO, ORDENÁNDOSE REALIZAR POR DOS OCASIONES Y CON INTERVALO DE DIEZ DÍAS ESTA PUBLICACIÓN NOTARIAL, EN EL PERIÓDICO EL PORVENIR, CONVOCANDO A LAS PERSONAS QUE SE CREAN CON DERECHO A LA HERENCIA A FIN DE QUE ACUDAN A DEDUCIRLO dentro del término legal. Lo anterior con fundamento en lo dispuesto por el artículo 882 del Código de Procedimientos Civiles vigente en el Estado. Monterrey, N.L., 16 de junio de 2025. [5, 1600, 237, 1792]
